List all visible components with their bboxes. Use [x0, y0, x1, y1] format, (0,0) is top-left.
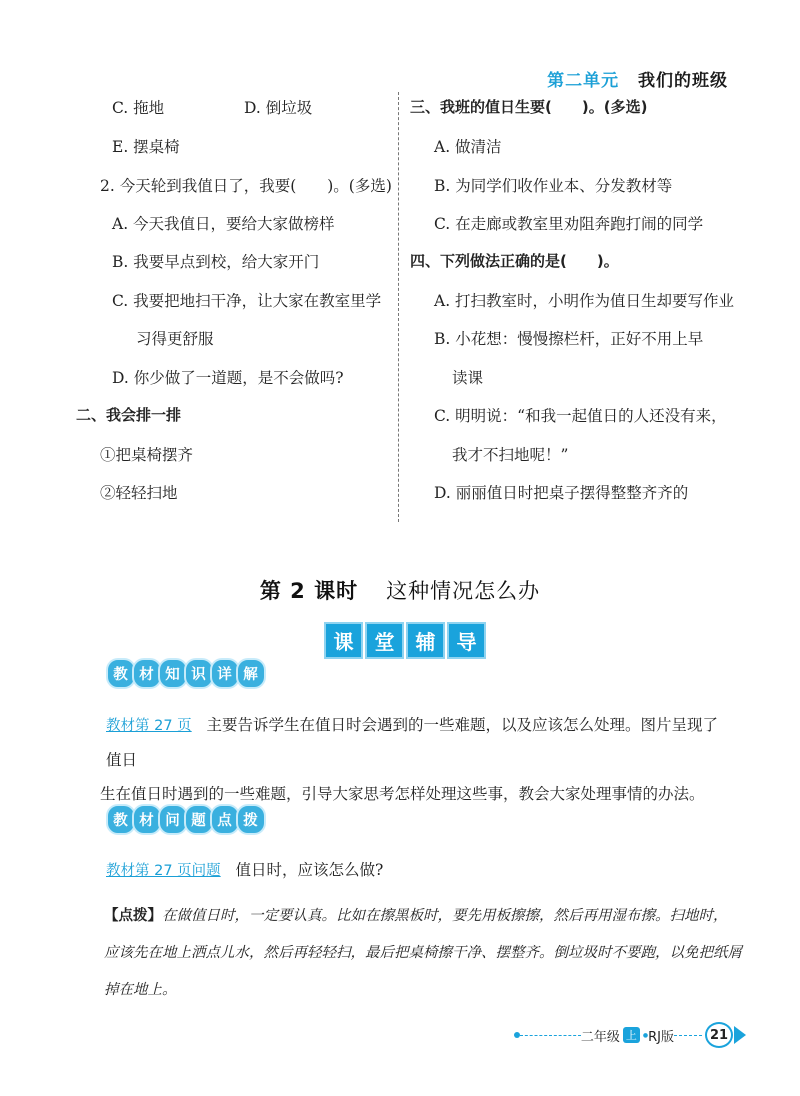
- knowledge-line-1: 主要告诉学生在值日时会遇到的一些难题，以及应该怎么处理。图片呈现了值日: [106, 716, 718, 769]
- tip-paragraph: [104, 898, 742, 1009]
- pill-char: 详: [210, 658, 240, 689]
- pill-char: 点: [210, 804, 240, 835]
- q2-option-a: A. 今天我值日，要给大家做榜样: [112, 215, 335, 233]
- option-c-line: [112, 96, 313, 118]
- unit-header: [547, 66, 728, 91]
- footer-volume: 上: [623, 1027, 640, 1043]
- section-4-heading: 四、下列做法正确的是( )。: [410, 252, 619, 270]
- section-pill-knowledge: [106, 660, 262, 686]
- knowledge-line-2: 生在值日时遇到的一些难题，引导大家思考怎样处理这些事，教会大家处理事情的办法。: [100, 785, 705, 803]
- s3-option-c: C. 在走廊或教室里劝阻奔跑打闹的同学: [434, 215, 704, 233]
- page-number: 21: [705, 1022, 733, 1048]
- order-item-2: ②轻轻扫地: [100, 484, 178, 502]
- pill-char: 知: [158, 658, 188, 689]
- footer-grade: 二年级: [580, 1029, 620, 1045]
- textbook-ref-link[interactable]: 教材第 27 页: [106, 718, 192, 734]
- unit-title: 我们的班级: [638, 71, 728, 91]
- knowledge-paragraph: [100, 708, 726, 811]
- pill-char: 解: [236, 658, 266, 689]
- s3-option-a: A. 做清洁: [434, 138, 502, 156]
- q2-option-d: D. 你少做了一道题，是不会做吗?: [112, 369, 344, 387]
- pill-char: 题: [184, 804, 214, 835]
- lesson-title: [0, 575, 800, 605]
- tip-line-1: 在做值日时，一定要认真。比如在擦黑板时，要先用板擦擦，然后再用湿布擦。扫地时，: [162, 908, 728, 924]
- lesson-number: 第 2 课时: [259, 579, 359, 603]
- unit-label: 第二单元: [547, 71, 620, 91]
- question-2: 2. 今天轮到我值日了，我要( )。(多选): [100, 177, 392, 195]
- footer-edition: RJ版: [648, 1029, 674, 1045]
- pill-char: 拨: [236, 804, 266, 835]
- question-text: 值日时，应该怎么做?: [235, 861, 384, 879]
- q2-option-c: C. 我要把地扫干净，让大家在教室里学: [112, 292, 382, 310]
- tip-label: 【点拨】: [104, 908, 162, 924]
- column-divider: [398, 92, 399, 522]
- footer-dash: [520, 1035, 581, 1036]
- banner-char: 导: [447, 622, 486, 659]
- lesson-name: 这种情况怎么办: [386, 579, 541, 603]
- s4-option-b-cont: 读课: [452, 369, 484, 387]
- s4-option-d: D. 丽丽值日时把桌子摆得整整齐齐的: [434, 484, 689, 502]
- option-c: C. 拖地: [112, 99, 165, 117]
- section-3-heading: 三、我班的值日生要( )。(多选): [410, 98, 648, 116]
- banner-char: 堂: [365, 622, 404, 659]
- arrow-right-icon: [734, 1026, 746, 1044]
- s4-option-a: A. 打扫教室时，小明作为值日生却要写作业: [434, 292, 735, 310]
- tip-line-2: 应该先在地上洒点儿水，然后再轻轻扫，最后把桌椅擦干净、摆整齐。倒垃圾时不要跑，以免把纸屑: [104, 945, 742, 961]
- pill-char: 问: [158, 804, 188, 835]
- pill-char: 识: [184, 658, 214, 689]
- class-guide-banner: [324, 622, 486, 659]
- pill-char: 材: [132, 658, 162, 689]
- footer-dash: [674, 1035, 702, 1036]
- problem-question: [106, 853, 726, 888]
- footer-bullet: ●: [642, 1031, 649, 1039]
- banner-char: 辅: [406, 622, 445, 659]
- section-2-heading: 二、我会排一排: [76, 406, 182, 424]
- option-e: E. 摆桌椅: [112, 138, 180, 156]
- s4-option-c-cont: 我才不扫地呢！”: [452, 446, 569, 464]
- textbook-question-ref-link[interactable]: 教材第 27 页问题: [106, 863, 221, 879]
- section-pill-problems: [106, 806, 262, 832]
- banner-char: 课: [324, 622, 363, 659]
- q2-option-b: B. 我要早点到校，给大家开门: [112, 253, 320, 271]
- option-d: D. 倒垃圾: [244, 99, 313, 117]
- page-footer: [514, 1024, 746, 1046]
- pill-char: 材: [132, 804, 162, 835]
- q2-option-c-cont: 习得更舒服: [136, 330, 214, 348]
- s3-option-b: B. 为同学们收作业本、分发教材等: [434, 177, 673, 195]
- pill-char: 教: [106, 658, 136, 689]
- tip-line-3: 掉在地上。: [104, 982, 177, 998]
- s4-option-b: B. 小花想：慢慢擦栏杆，正好不用上早: [434, 330, 704, 348]
- s4-option-c: C. 明明说：“和我一起值日的人还没有来，: [434, 407, 727, 425]
- pill-char: 教: [106, 804, 136, 835]
- order-item-1: ①把桌椅摆齐: [100, 446, 194, 464]
